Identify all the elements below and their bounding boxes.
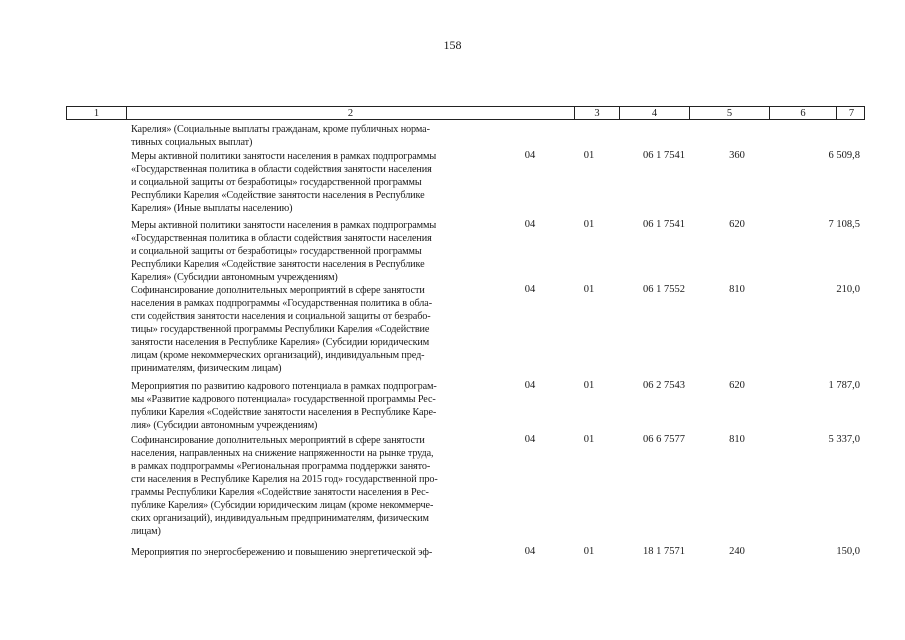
row-section: 04	[524, 284, 536, 295]
row-section: 04	[524, 380, 536, 391]
row-target-code: 06 6 7577	[643, 434, 685, 445]
row-target-code: 06 1 7541	[643, 219, 685, 230]
header-cell-1: 1	[67, 107, 127, 119]
row-target-code: 06 1 7552	[643, 284, 685, 295]
row-expense-type: 240	[729, 546, 745, 557]
row-description: Софинансирование дополнительных мероприятий в сфере занятости населения, направленных на снижение напряженности на рынке труда, в рамках подпрограммы «Региональная программа поддержки занято- сти населения в Республике Карелия на 2015 год» государственной про- граммы Республики Карелия «Содействие занятости населения в Рес- публике Карелия» (Субсидии юридическим лицам (кроме некоммерче- ских организаций), индивидуальным предпринимателям, физическим лицам)	[131, 435, 438, 538]
row-section: 04	[524, 546, 536, 557]
row-description: Софинансирование дополнительных мероприятий в сфере занятости населения в рамках подпрограммы «Государственная политика в обла- сти содействия занятости населения и социальной защиты от безрабо- тицы» государственной программы Республики Карелия «Содействие занятости населения в Республике Карелия» (Субсидии юридическим лицам (кроме некоммерческих организаций), индивидуальным пред- принимателям, физическим лицам)	[131, 285, 432, 375]
header-cell-5: 5	[690, 107, 770, 119]
row-description: Меры активной политики занятости населения в рамках подпрограммы «Государственная политика в области содействия занятости населения и социальной защиты от безработицы» государственной программы Республики Карелия «Содействие занятости населения в Республике Карелия» (Иные выплаты населению)	[131, 151, 437, 215]
header-cell-2: 2	[127, 107, 575, 119]
row-expense-type: 620	[729, 380, 745, 391]
row-subsection: 01	[583, 546, 595, 557]
header-cell-6: 6	[770, 107, 837, 119]
header-cell-4: 4	[620, 107, 690, 119]
row-section: 04	[524, 434, 536, 445]
row-expense-type: 620	[729, 219, 745, 230]
header-cell-3: 3	[575, 107, 620, 119]
row-description: Мероприятия по развитию кадрового потенциала в рамках подпрограм- мы «Развитие кадрового потенциала» государственной программы Рес- публики Карелия «Содействие занятости населения в Республике Каре- лия» (Субсидии автономным учреждениям)	[131, 381, 437, 432]
row-expense-type: 810	[729, 434, 745, 445]
row-expense-type: 360	[729, 150, 745, 161]
row-amount: 1 787,0	[828, 380, 860, 391]
row-amount: 5 337,0	[828, 434, 860, 445]
row-amount: 6 509,8	[828, 150, 860, 161]
row-target-code: 06 1 7541	[643, 150, 685, 161]
row-expense-type: 810	[729, 284, 745, 295]
row-subsection: 01	[583, 434, 595, 445]
row-description: Карелия» (Социальные выплаты гражданам, кроме публичных норма- тивных социальных выплат)	[131, 124, 430, 149]
table-header-row	[66, 106, 865, 120]
row-subsection: 01	[583, 219, 595, 230]
row-target-code: 18 1 7571	[643, 546, 685, 557]
page-number: 158	[443, 38, 462, 52]
row-section: 04	[524, 219, 536, 230]
row-subsection: 01	[583, 284, 595, 295]
row-subsection: 01	[583, 380, 595, 391]
row-section: 04	[524, 150, 536, 161]
row-amount: 210,0	[836, 284, 860, 295]
row-subsection: 01	[583, 150, 595, 161]
row-description: Меры активной политики занятости населения в рамках подпрограммы «Государственная политика в области содействия занятости населения и социальной защиты от безработицы» государственной программы Республики Карелия «Содействие занятости населения в Республике Карелия» (Субсидии автономным учреждениям)	[131, 220, 437, 284]
row-description: Мероприятия по энергосбережению и повышению энергетической эф-	[131, 547, 433, 558]
row-amount: 150,0	[836, 546, 860, 557]
header-cell-7: 7	[848, 108, 855, 119]
row-amount: 7 108,5	[828, 219, 860, 230]
row-target-code: 06 2 7543	[643, 380, 685, 391]
